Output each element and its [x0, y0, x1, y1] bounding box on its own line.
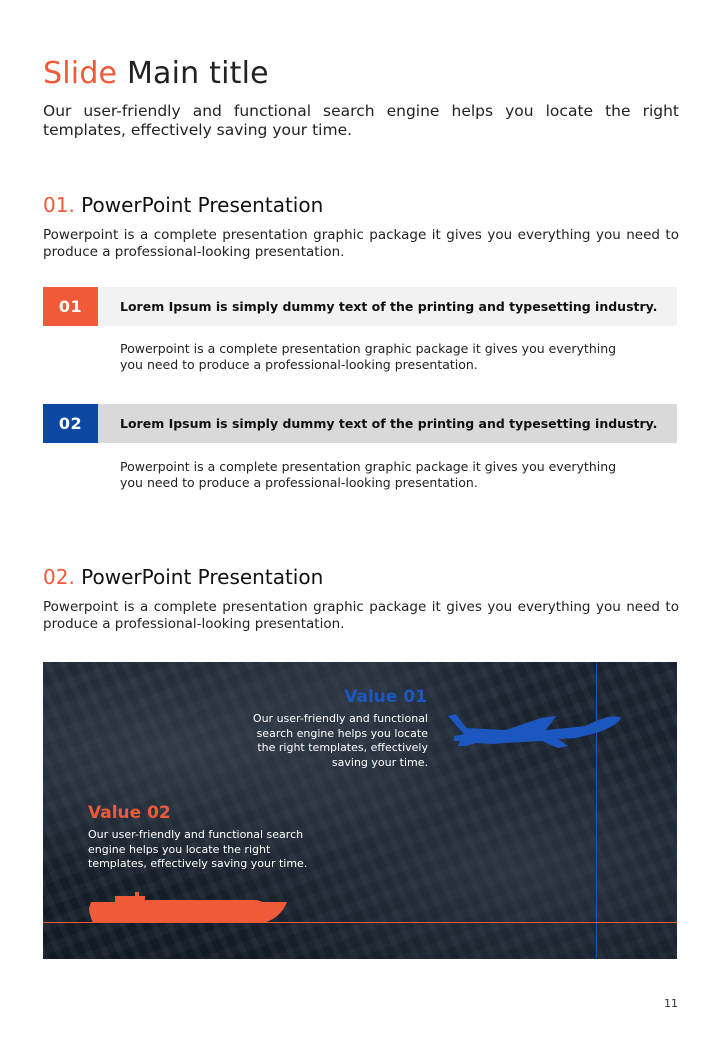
section2-body: Powerpoint is a complete presentation graphic package it gives you everything you need to produce a professional-looking presentation. [43, 599, 679, 632]
section2-heading-text: PowerPoint Presentation [81, 565, 324, 589]
item-number-badge: 02 [43, 404, 98, 443]
page-subtitle: Our user-friendly and functional search engine helps you locate the right templates, effectively saving your time. [43, 102, 679, 139]
item-number-badge: 01 [43, 287, 98, 326]
value1-title: Value 01 [344, 687, 427, 707]
page-title [43, 56, 269, 91]
section1-body: Powerpoint is a complete presentation graphic package it gives you everything you need to produce a professional-looking presentation. [43, 227, 679, 260]
page-title-accent: Slide [43, 56, 118, 91]
item-title: Lorem Ipsum is simply dummy text of the printing and typesetting industry. [120, 299, 658, 314]
item-title: Lorem Ipsum is simply dummy text of the printing and typesetting industry. [120, 416, 658, 431]
vertical-guide-line [596, 662, 597, 959]
value2-text: Our user-friendly and functional search engine helps you locate the right templates, effectively saving your time. [88, 828, 308, 870]
section2-heading [43, 565, 323, 589]
value2-title: Value 02 [88, 803, 171, 823]
airplane-icon [446, 708, 622, 754]
item-description: Powerpoint is a complete presentation graphic package it gives you everything you need to produce a professional-looking presentation. [120, 341, 617, 372]
item-description: Powerpoint is a complete presentation graphic package it gives you everything you need to produce a professional-looking presentation. [120, 459, 617, 490]
transport-image-panel [43, 662, 677, 959]
item-bar-01 [43, 287, 677, 326]
value1-text: Our user-friendly and functional search engine helps you locate the right templates, effectively saving your time. [252, 712, 428, 769]
page-title-rest: Main title [126, 56, 269, 91]
item-bar-02 [43, 404, 677, 443]
ship-icon [87, 890, 289, 923]
page-number: 11 [664, 997, 678, 1010]
section1-number: 01. [43, 193, 75, 217]
section1-heading-text: PowerPoint Presentation [81, 193, 324, 217]
section2-number: 02. [43, 565, 75, 589]
section1-heading [43, 193, 323, 217]
